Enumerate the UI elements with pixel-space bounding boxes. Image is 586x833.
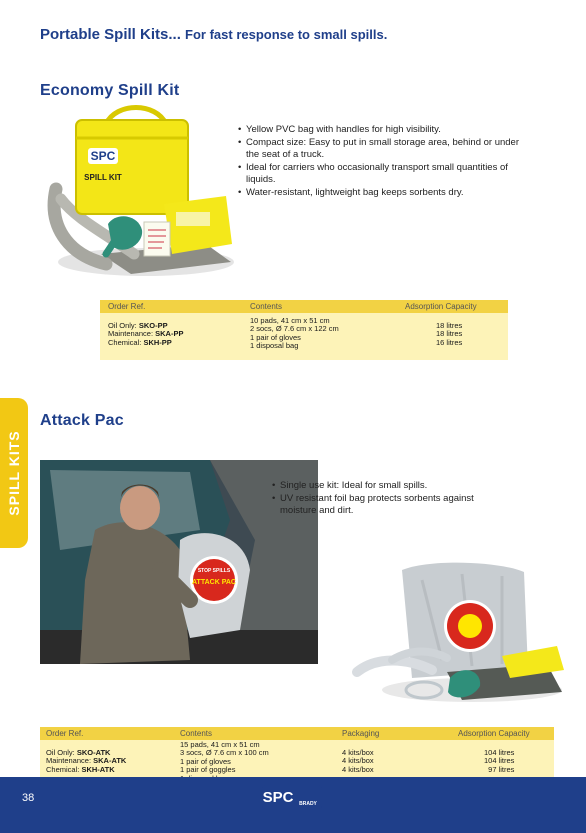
logo-sub-text: BRADY [299, 801, 317, 807]
attack-order-table [40, 727, 554, 777]
attack-bullet: • UV resistant foil bag protects sorbents against moisture and dirt. [272, 493, 507, 518]
capacity-value: 104 litres [484, 748, 515, 757]
page-title [40, 26, 387, 43]
table-row: Chemical: SKH-PP [108, 337, 172, 347]
economy-title: Economy Spill Kit [40, 82, 180, 99]
spc-logo [262, 785, 322, 809]
col-header-order: Order Ref. [108, 302, 146, 311]
capacity-value: 18 litres [436, 321, 463, 330]
economy-bullet: • Yellow PVC bag with handles for high visibility. [238, 124, 528, 137]
side-tab-label: SPILL KITS [6, 430, 22, 516]
economy-bullet: • Compact size: Easy to put in small storage area, behind or under the seat of a truck. [238, 137, 528, 162]
col-header-contents: Contents [180, 729, 213, 738]
packaging-column [342, 749, 374, 774]
capacity-value: 97 litres [488, 764, 515, 774]
page-number: 38 [22, 792, 35, 804]
bag-label-text: SPILL KIT [84, 173, 122, 182]
attack-pac-product-photo [352, 560, 566, 708]
packaging-value: 4 kits/box [342, 748, 374, 757]
page-footer [0, 777, 586, 833]
packaging-value: 4 kits/box [342, 756, 374, 766]
page-title-sub: For fast response to small spills. [185, 27, 388, 42]
col-header-packaging: Packaging [342, 729, 380, 738]
economy-bullet: • Ideal for carriers who occasionally transport small quantities of liquids. [238, 162, 528, 187]
order-code: SKH-PP [143, 337, 172, 347]
order-code: SKA-PP [155, 329, 184, 339]
economy-bullet: • Water-resistant, lightweight bag keeps sorbents dry. [238, 187, 528, 200]
contents-item: 15 pads, 41 cm x 51 cm [180, 740, 260, 749]
capacity-column [436, 322, 462, 347]
capacity-value: 18 litres [436, 329, 463, 339]
order-code: SKH-ATK [81, 764, 115, 774]
col-header-capacity: Adsorption Capacity [405, 302, 477, 311]
contents-item: 1 disposal bag [250, 341, 299, 351]
attack-title: Attack Pac [40, 412, 124, 429]
col-header-order: Order Ref. [46, 729, 84, 738]
contents-item: 3 socs, Ø 7.6 cm x 100 cm [180, 748, 269, 758]
contents-item: 1 pair of gloves [180, 756, 231, 766]
table-row: Maintenance: SKA-ATK [46, 756, 127, 766]
table-row: Maintenance: SKA-PP [108, 329, 184, 339]
table-row: Oil Only: SKO-ATK [46, 748, 111, 757]
economy-order-table [100, 300, 508, 360]
order-ref-column [46, 749, 126, 774]
col-header-contents: Contents [250, 302, 283, 311]
packaging-value: 4 kits/box [342, 764, 374, 774]
page-title-main: Portable Spill Kits... [40, 26, 181, 43]
capacity-value: 16 litres [436, 337, 463, 347]
attack-bullet: • Single use kit: Ideal for small spills. [272, 480, 507, 493]
economy-spill-kit-photo [46, 104, 236, 284]
order-ref-column [108, 322, 183, 347]
pac-badge-top-text: STOP SPILLS [197, 568, 231, 574]
economy-bullets [238, 124, 528, 199]
order-code: SKA-ATK [93, 756, 127, 766]
attack-bullets [272, 480, 507, 518]
contents-item: 1 pair of gloves [250, 332, 301, 342]
capacity-column [484, 749, 514, 774]
order-code: SKO-PP [138, 321, 168, 330]
logo-text: SPC [262, 789, 294, 806]
col-header-capacity: Adsorption Capacity [458, 729, 530, 738]
side-tab [0, 398, 28, 548]
pac-badge-main-text: ATTACK PAC [192, 579, 236, 586]
contents-item: 10 pads, 41 cm x 51 cm [250, 316, 330, 325]
table-row: Chemical: SKH-ATK [46, 764, 115, 774]
contents-item: 1 pair of goggles [180, 765, 236, 775]
order-code: SKO-ATK [76, 748, 111, 757]
table-row: Oil Only: SKO-PP [108, 321, 168, 330]
bag-logo-text: SPC [90, 149, 116, 163]
capacity-value: 104 litres [484, 756, 515, 766]
contents-column [250, 317, 339, 351]
contents-item: 2 socs, Ø 7.6 cm x 122 cm [250, 324, 339, 334]
